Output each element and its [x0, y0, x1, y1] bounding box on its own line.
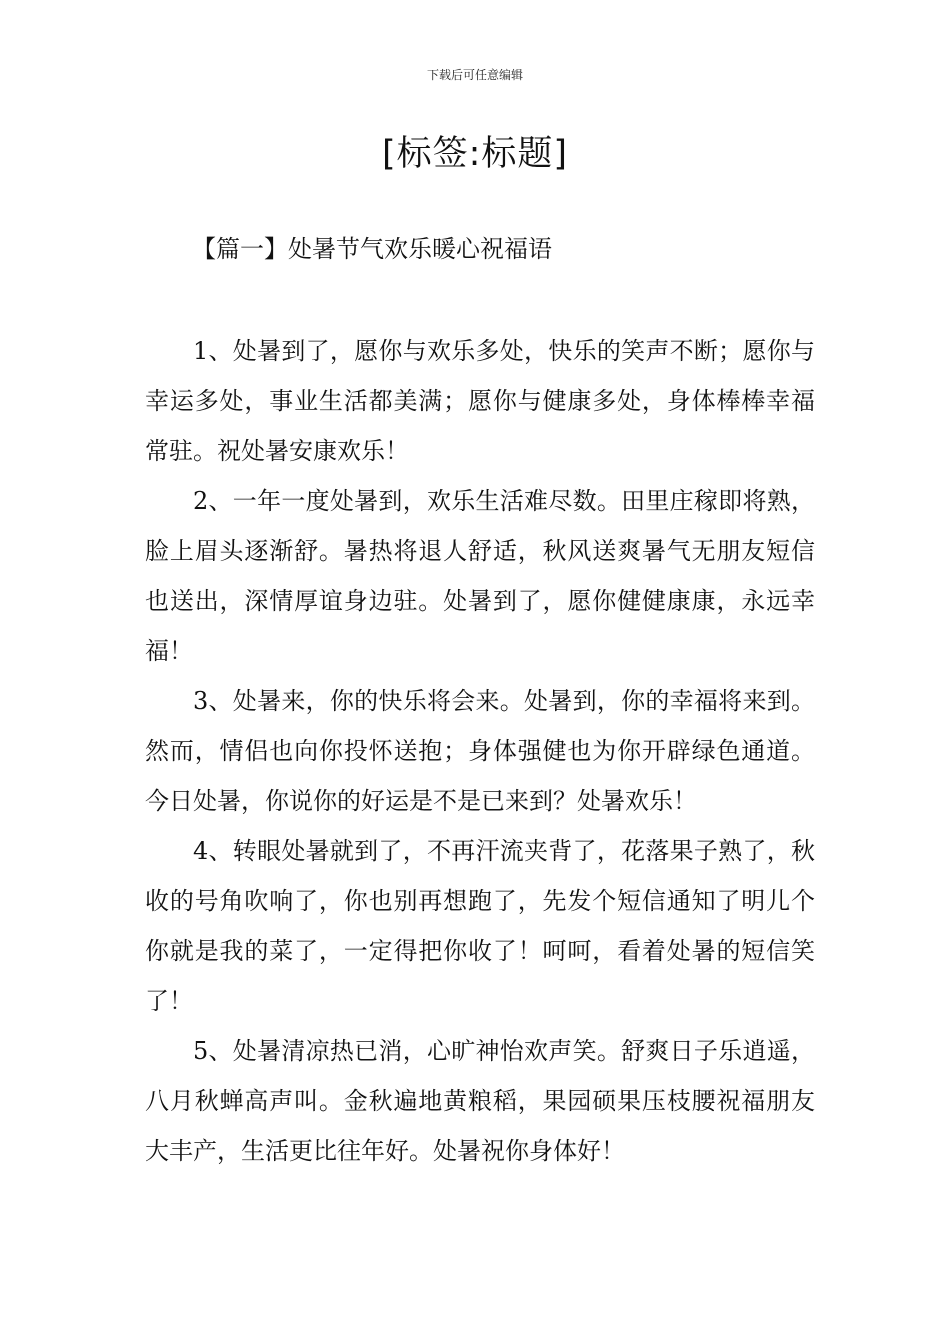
paragraph-4: 4、转眼处暑就到了，不再汗流夹背了，花落果子熟了，秋收的号角吹响了，你也别再想跑了，先发个短信通知了明儿个你就是我的菜了，一定得把你收了！呵呵，看着处暑的短信笑了！: [145, 837, 815, 1015]
paragraph-5: 5、处暑清凉热已消，心旷神怡欢声笑。舒爽日子乐逍遥，八月秋蝉高声叫。金秋遍地黄粮稻，果园硕果压枝腰祝福朋友大丰产，生活更比往年好。处暑祝你身体好！: [145, 1037, 815, 1165]
paragraph-3: 3、处暑来，你的快乐将会来。处暑到，你的幸福将来到。然而，情侣也向你投怀送抱；身体强健也为你开辟绿色通道。今日处暑，你说你的好运是不是已来到？处暑欢乐！: [145, 687, 815, 815]
header-note: 下载后可任意编辑: [426, 68, 523, 82]
paragraph-1: 1、处暑到了，愿你与欢乐多处，快乐的笑声不断；愿你与幸运多处，事业生活都美满；愿你与健康多处，身体棒棒幸福常驻。祝处暑安康欢乐！: [145, 337, 815, 465]
document-title: [标签:标题]: [381, 134, 569, 174]
paragraph-2: 2、一年一度处暑到，欢乐生活难尽数。田里庄稼即将熟，脸上眉头逐渐舒。暑热将退人舒适，秋风送爽暑气无朋友短信也送出，深情厚谊身边驻。处暑到了，愿你健健康康，永远幸福！: [145, 487, 815, 665]
document-body: [145, 326, 815, 1176]
section-heading: 【篇一】处暑节气欢乐暖心祝福语: [192, 235, 552, 263]
